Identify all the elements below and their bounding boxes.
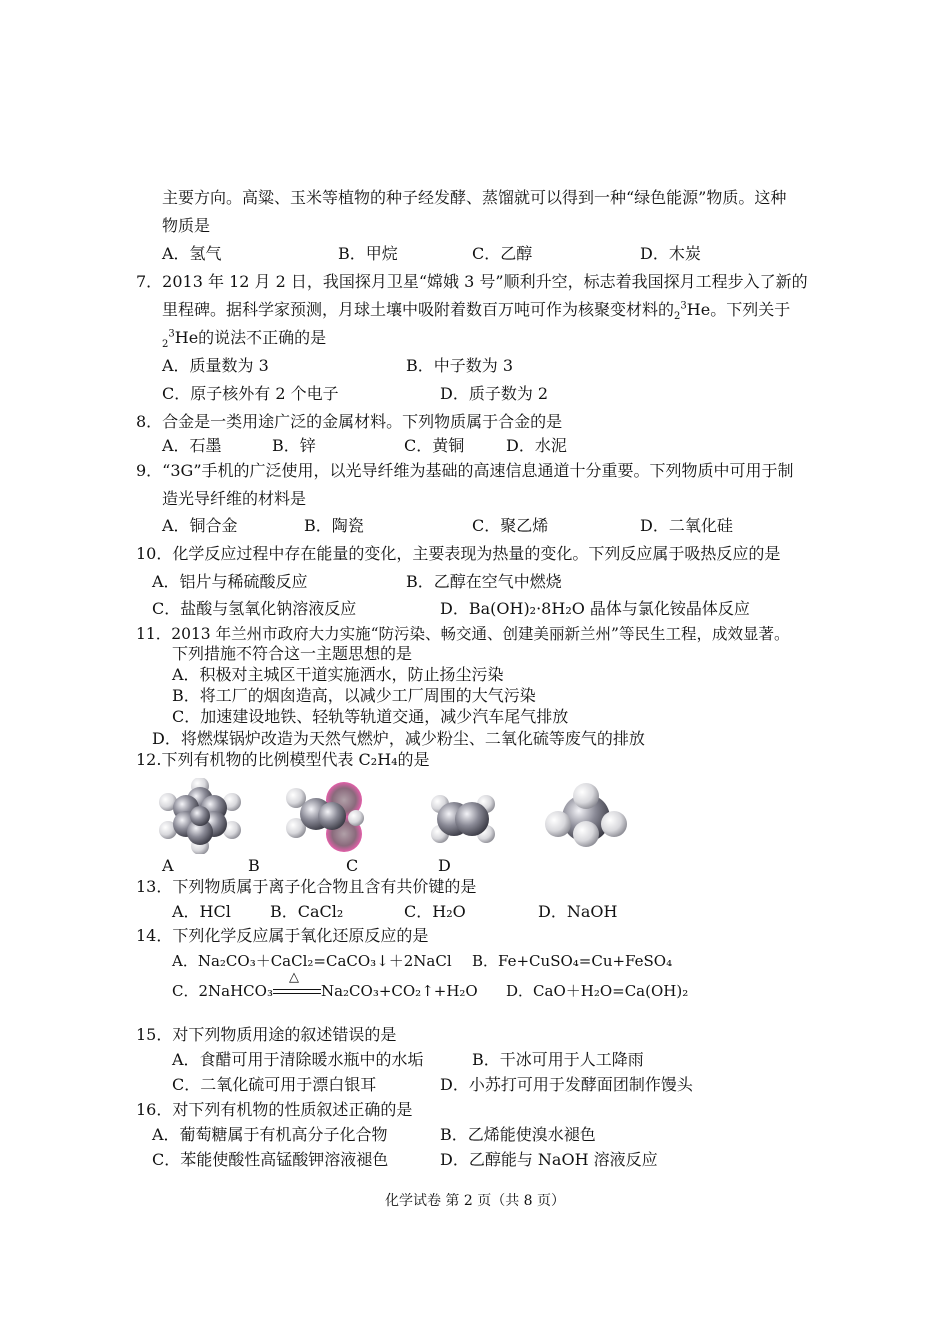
q12-label-b: B — [248, 856, 260, 875]
q7-stem-line2 — [162, 300, 791, 323]
q10-option-b: B．乙醇在空气中燃烧 — [406, 572, 562, 591]
q12-label-d: D — [438, 856, 451, 875]
q8-stem: 8．合金是一类用途广泛的金属材料。下列物质属于合金的是 — [136, 412, 563, 431]
q15-stem: 15．对下列物质用途的叙述错误的是 — [136, 1025, 397, 1044]
q7-stem-line3: $_2^3$He的说法不正确的是 — [162, 328, 327, 351]
q6-stem-line1: 主要方向。高粱、玉米等植物的种子经发酵、蒸馏就可以得到一种“绿色能源”物质。这种 — [162, 188, 787, 207]
q15-option-b: B．干冰可用于人工降雨 — [472, 1050, 644, 1069]
benzene-model-image — [158, 778, 242, 854]
q11-option-b: B．将工厂的烟囱造高，以减少工厂周围的大气污染 — [172, 686, 536, 705]
dichloro-molecule-model-image — [284, 780, 366, 852]
q7-stem-text: 里程碑。据科学家预测，月球土壤中吸附着数百万吨可作为核聚变材料的 — [162, 300, 675, 319]
q7-stem-line1: 7．2013 年 12 月 2 日，我国探月卫星“嫦娥 3 号”顺利升空，标志着我国探月工程步入了新的 — [136, 272, 808, 291]
isotope-notation: $_2^3$He — [674, 300, 711, 323]
q14-option-c — [172, 970, 478, 1001]
q12-stem: 12.下列有机物的比例模型代表 C₂H₄的是 — [136, 750, 430, 769]
q11-option-c: C．加速建设地铁、轻轨等轨道交通，减少汽车尾气排放 — [172, 707, 569, 726]
q14-option-c-right: Na₂CO₃+CO₂↑+H₂O — [320, 982, 478, 1000]
q8-option-a: A．石墨 — [162, 436, 222, 455]
q15-option-a: A．食醋可用于清除暖水瓶中的水垢 — [172, 1050, 424, 1069]
page-footer: 化学试卷 第 2 页（共 8 页） — [384, 1193, 566, 1209]
q16-stem: 16．对下列有机物的性质叙述正确的是 — [136, 1100, 413, 1119]
q9-option-d: D．二氧化硅 — [640, 516, 733, 535]
q13-option-d: D．NaOH — [538, 902, 618, 921]
ethylene-model-image — [428, 792, 498, 846]
q10-stem: 10．化学反应过程中存在能量的变化，主要表现为热量的变化。下列反应属于吸热反应的是 — [136, 544, 781, 563]
q14-option-b: B．Fe+CuSO₄=Cu+FeSO₄ — [472, 952, 673, 970]
q16-option-d: D．乙醇能与 NaOH 溶液反应 — [440, 1150, 658, 1169]
q14-stem: 14．下列化学反应属于氧化还原反应的是 — [136, 926, 429, 945]
isotope-notation: $_2^3$He — [162, 328, 199, 351]
q9-option-c: C．聚乙烯 — [472, 516, 549, 535]
q9-option-a: A．铜合金 — [162, 516, 238, 535]
q9-stem-line2: 造光导纤维的材料是 — [162, 489, 307, 508]
q6-option-c: C．乙醇 — [472, 244, 533, 263]
q15-option-d: D．小苏打可用于发酵面团制作馒头 — [440, 1075, 693, 1094]
q11-option-d: D．将燃煤锅炉改造为天然气燃炉，减少粉尘、二氧化硫等废气的排放 — [152, 729, 645, 748]
q16-option-b: B．乙烯能使溴水褪色 — [440, 1125, 596, 1144]
q15-option-c: C．二氧化硫可用于漂白银耳 — [172, 1075, 377, 1094]
q12-label-c: C — [346, 856, 359, 875]
q9-stem-line1: 9．“3G”手机的广泛使用，以光导纤维为基础的高速信息通道十分重要。下列物质中可用于制 — [136, 461, 794, 480]
q13-option-a: A．HCl — [172, 902, 231, 921]
q6-option-a: A．氢气 — [162, 244, 222, 263]
q12-label-a: A — [162, 856, 174, 875]
heat-triangle-icon: △ — [288, 970, 299, 985]
q8-option-d: D．水泥 — [506, 436, 567, 455]
q11-stem-line2: 下列措施不符合这一主题思想的是 — [172, 644, 413, 663]
reaction-arrow — [273, 970, 321, 1001]
q7-option-c: C．原子核外有 2 个电子 — [162, 384, 339, 403]
q13-option-c: C．H₂O — [404, 902, 466, 921]
q8-option-c: C．黄铜 — [404, 436, 465, 455]
q7-option-a: A．质量数为 3 — [162, 356, 269, 375]
q14-option-c-left: C．2NaHCO₃ — [172, 982, 273, 1000]
methane-model-image — [544, 782, 628, 850]
q14-option-d: D．CaO＋H₂O=Ca(OH)₂ — [506, 982, 689, 1000]
q11-stem-line1: 11．2013 年兰州市政府大力实施“防污染、畅交通、创建美丽新兰州”等民生工程，成效显著。 — [136, 625, 790, 643]
q7-option-b: B．中子数为 3 — [406, 356, 514, 375]
q13-option-b: B．CaCl₂ — [270, 902, 344, 921]
q13-stem: 13．下列物质属于离子化合物且含有共价键的是 — [136, 877, 477, 896]
q6-stem-line2: 物质是 — [162, 216, 211, 235]
q16-option-a: A．葡萄糖属于有机高分子化合物 — [152, 1125, 388, 1144]
q9-option-b: B．陶瓷 — [304, 516, 364, 535]
q10-option-d: D．Ba(OH)₂·8H₂O 晶体与氯化铵晶体反应 — [440, 599, 750, 618]
q10-option-a: A．铝片与稀硫酸反应 — [152, 572, 308, 591]
q14-option-a: A．Na₂CO₃＋CaCl₂=CaCO₃↓＋2NaCl — [172, 952, 452, 970]
q11-option-a: A．积极对主城区干道实施洒水，防止扬尘污染 — [172, 665, 504, 684]
q16-option-c: C．苯能使酸性高锰酸钾溶液褪色 — [152, 1150, 389, 1169]
q6-option-b: B．甲烷 — [338, 244, 398, 263]
q7-option-d: D．质子数为 2 — [440, 384, 549, 403]
q7-stem-text-end: 。下列关于 — [710, 300, 791, 319]
q6-option-d: D．木炭 — [640, 244, 701, 263]
q10-option-c: C．盐酸与氢氧化钠溶液反应 — [152, 599, 357, 618]
q8-option-b: B．锌 — [272, 436, 316, 455]
